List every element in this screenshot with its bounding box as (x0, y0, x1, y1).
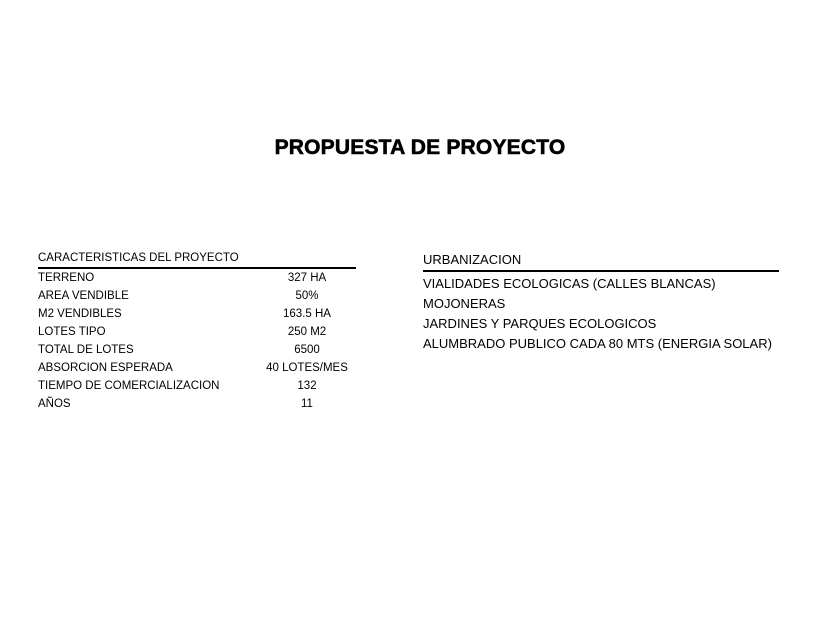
row-value: 250 M2 (287, 326, 327, 338)
row-value: 40 LOTES/MES (266, 362, 348, 374)
list-item: VIALIDADES ECOLOGICAS (CALLES BLANCAS) (423, 276, 716, 291)
caracteristicas-header: CARACTERISTICAS DEL PROYECTO (38, 251, 356, 269)
row-value: 327 HA (287, 272, 327, 284)
urbanizacion-list (423, 251, 779, 354)
row-label: LOTES TIPO (38, 326, 106, 338)
row-value: 11 (301, 398, 313, 410)
row-value: 163.5 HA (283, 308, 331, 320)
table-row (38, 395, 356, 413)
row-value: 132 (297, 380, 317, 392)
row-label: ABSORCION ESPERADA (38, 362, 173, 374)
list-item: JARDINES Y PARQUES ECOLOGICOS (423, 316, 657, 331)
row-label: AÑOS (38, 398, 71, 410)
row-label: TOTAL DE LOTES (38, 344, 134, 356)
table-row (38, 269, 356, 287)
table-row (38, 305, 356, 323)
row-value: 6500 (294, 344, 320, 356)
list-item: MOJONERAS (423, 296, 506, 311)
table-row (38, 341, 356, 359)
row-value: 50% (295, 290, 319, 302)
table-row (38, 359, 356, 377)
caracteristicas-table (38, 251, 356, 413)
row-label: TIEMPO DE COMERCIALIZACION (38, 380, 220, 392)
urbanizacion-header: URBANIZACION (423, 251, 779, 272)
row-label: M2 VENDIBLES (38, 308, 122, 320)
table-row (38, 287, 356, 305)
table-row (38, 377, 356, 395)
page-title: PROPUESTA DE PROYECTO (274, 136, 566, 159)
row-label: TERRENO (38, 272, 95, 284)
list-item: ALUMBRADO PUBLICO CADA 80 MTS (ENERGIA SOLAR) (423, 336, 772, 351)
table-row (38, 323, 356, 341)
row-label: AREA VENDIBLE (38, 290, 129, 302)
